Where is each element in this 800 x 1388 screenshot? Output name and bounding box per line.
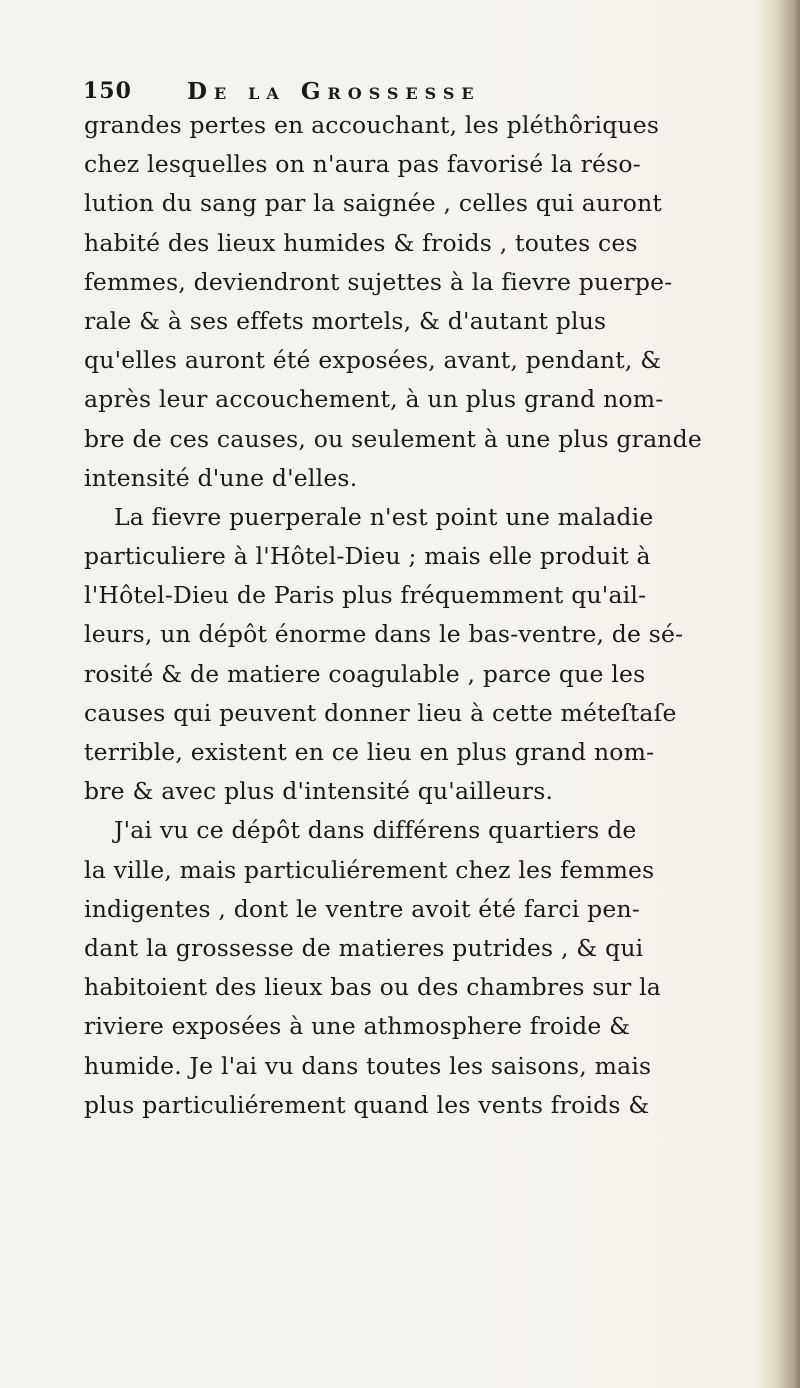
text-line: dant la grossesse de matieres putrides , & qui [84, 933, 644, 962]
text-line: intensité d'une d'elles. [84, 463, 358, 492]
text-line: causes qui peuvent donner lieu à cette méteſtaſe [84, 698, 677, 727]
text-line: bre & avec plus d'intensité qu'ailleurs. [84, 777, 554, 806]
text-line: humide. Je l'ai vu dans toutes les saisons, mais [84, 1051, 652, 1080]
text-line: qu'elles auront été exposées, avant, pendant, & [84, 346, 662, 375]
paragraph-start-line: J'ai vu ce dépôt dans différens quartiers de [114, 816, 637, 845]
text-line: femmes, deviendront sujettes à la fievre puerpe- [84, 267, 673, 296]
text-line: riviere exposées à une athmosphere froide & [84, 1012, 631, 1041]
paragraph-start-line: La fievre puerperale n'est point une maladie [114, 502, 654, 531]
text-line: l'Hôtel-Dieu de Paris plus fréquemment qu'ail- [84, 581, 647, 610]
text-line: particuliere à l'Hôtel-Dieu ; mais elle produit à [84, 542, 651, 571]
text-line: rosité & de matiere coagulable , parce que les [84, 659, 646, 688]
text-line: grandes pertes en accouchant, les pléthôriques [84, 111, 660, 139]
text-line: rale & à ses effets mortels, & d'autant plus [84, 306, 607, 335]
text-line: habité des lieux humides & froids , toutes ces [84, 228, 638, 257]
text-line: bre de ces causes, ou seulement à une plus grande [84, 424, 702, 453]
text-line: chez lesquelles on n'aura pas favorisé la réso- [84, 150, 641, 179]
body-text [84, 106, 702, 1125]
text-line: leurs, un dépôt énorme dans le bas-ventre, de sé- [84, 620, 684, 649]
text-line: habitoient des lieux bas ou des chambres sur la [84, 973, 661, 1002]
running-head [83, 78, 683, 108]
text-line: lution du sang par la saignée , celles qui auront [84, 189, 663, 218]
text-line: la ville, mais particuliérement chez les femmes [84, 855, 655, 884]
text-line: terrible, existent en ce lieu en plus grand nom- [84, 738, 655, 766]
running-title: De la Grossesse [187, 78, 481, 105]
text-line: indigentes , dont le ventre avoit été farci pen- [84, 894, 640, 923]
page-edge-shadow [755, 0, 800, 1388]
text-line: après leur accouchement, à un plus grand nom- [84, 385, 664, 414]
page-number: 150 [83, 78, 132, 104]
text-line: plus particuliérement quand les vents froids & [84, 1090, 650, 1119]
